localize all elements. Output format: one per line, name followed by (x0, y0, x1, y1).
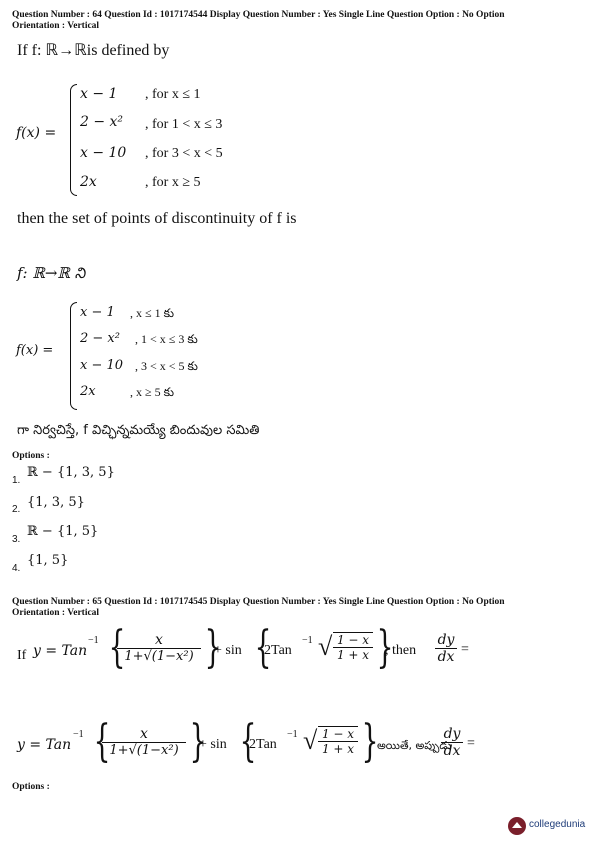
q65-te-dy: dy (441, 726, 463, 743)
q64-fx-label: f(x) = (16, 125, 57, 141)
q65-equals: = (461, 642, 469, 657)
q65-te-root-num: 1 − x (318, 727, 358, 742)
q65-te-frac-den: 1+√(1−x²) (109, 743, 179, 758)
q65-fraction (117, 632, 201, 664)
q64-te-intro: f: ℝ→ℝ ని (17, 264, 86, 282)
q65-dydx (435, 632, 457, 665)
q65-te-dx: dx (443, 743, 461, 759)
q65-then: , then (385, 643, 417, 658)
q65-te-right-brace: } (189, 716, 207, 767)
q64-te-case-cond: , x ≥ 5 కు (130, 385, 175, 399)
q65-dy: dy (435, 632, 457, 649)
q64-te-case-cond: , 1 < x ≤ 3 కు (135, 332, 198, 346)
q65-two-tan: 2Tan (264, 643, 292, 658)
q65-plus-sin: + sin (214, 643, 242, 658)
option-number: 1. (12, 475, 21, 486)
q64-case-expr: x − 1 (80, 86, 118, 102)
option-text[interactable]: ℝ − {1, 5} (27, 524, 99, 539)
q64-options-label: Options : (12, 451, 50, 461)
q65-root-den: 1 + x (336, 648, 370, 662)
option-number: 2. (12, 504, 21, 515)
q64-case-cond: , for 1 < x ≤ 3 (145, 117, 223, 132)
q64-case-expr: x − 10 (80, 145, 127, 161)
option-number: 4. (12, 563, 21, 574)
q65-te-tail: అయితే, అప్పుడు (377, 739, 452, 752)
q65-te-plus-sin: + sin (199, 737, 227, 752)
q65-root-num: 1 − x (333, 633, 373, 648)
q65-te-frac-num: x (102, 726, 186, 743)
q65-formula (17, 624, 577, 684)
q65-te-formula (17, 718, 577, 778)
q65-te-sup: −1 (73, 729, 84, 740)
q65-right-brace: } (204, 622, 222, 673)
q65-if: If (17, 648, 27, 663)
q65-te-right-brace2: } (361, 716, 379, 767)
q64-then-text: then the set of points of discontinuity of f is (17, 210, 297, 227)
logo-icon (507, 816, 527, 836)
option-text[interactable]: {1, 3, 5} (27, 495, 85, 510)
q65-header-line1: Question Number : 65 Question Id : 1017174545 Display Question Number : Yes Single Line Question Option : No Option (12, 597, 505, 607)
q65-y-tan: y = Tan (33, 643, 88, 659)
q65-te-sqrt-sign: √ (303, 726, 318, 755)
q65-te-fraction (102, 726, 186, 758)
q64-te-case-cond: , x ≤ 1 కు (130, 306, 175, 320)
option-number: 3. (12, 534, 21, 545)
q65-dx: dx (437, 649, 455, 665)
q65-te-equals: = (467, 736, 475, 751)
q64-intro: If f: ℝ→ℝis defined by (17, 42, 170, 59)
logo-text: collegedunia (529, 819, 586, 830)
q65-right-brace2: } (376, 622, 394, 673)
q64-te-then: గా నిర్వచిస్తే, f విచ్ఛిన్నమయ్యే బిందువుల సమితి (17, 423, 260, 438)
q65-header-line2: Orientation : Vertical (12, 608, 100, 618)
option-text[interactable]: {1, 5} (27, 553, 69, 568)
q64-case-cond: , for x ≥ 5 (145, 175, 201, 190)
q65-te-left-brace2: { (239, 716, 257, 767)
q64-header-line2: Orientation : Vertical (12, 21, 100, 31)
q64-brace (70, 84, 77, 196)
q65-left-brace2: { (254, 622, 272, 673)
q65-te-y-tan: y = Tan (17, 737, 72, 753)
q64-case-expr: 2 − x² (80, 114, 124, 130)
q65-te-sup2: −1 (287, 729, 298, 740)
q65-sqrt-sign: √ (318, 632, 333, 661)
q65-sup: −1 (88, 635, 99, 646)
q65-root-frac (333, 632, 373, 662)
q64-te-case-expr: 2x (80, 384, 96, 399)
q65-frac-den: 1+√(1−x²) (124, 649, 194, 664)
q64-header-line1: Question Number : 64 Question Id : 1017174544 Display Question Number : Yes Single Line Question Option : No Option (12, 10, 505, 20)
q65-te-root-frac (318, 726, 358, 756)
q64-case-cond: , for x ≤ 1 (145, 87, 201, 102)
q65-te-dydx (441, 726, 463, 759)
option-text[interactable]: ℝ − {1, 3, 5} (27, 465, 115, 480)
q65-te-root-den: 1 + x (321, 742, 355, 756)
q65-te-left-brace: { (93, 716, 111, 767)
q64-te-case-expr: 2 − x² (80, 331, 120, 346)
q64-te-case-expr: x − 10 (80, 358, 124, 373)
collegedunia-logo (507, 816, 589, 836)
q64-te-brace (70, 302, 77, 410)
q65-te-two-tan: 2Tan (249, 737, 277, 752)
q64-te-case-expr: x − 1 (80, 305, 115, 320)
q64-te-case-cond: , 3 < x < 5 కు (135, 359, 198, 373)
q64-te-fx-label: f(x) = (16, 343, 54, 358)
q65-sup2: −1 (302, 635, 313, 646)
q64-case-cond: , for 3 < x < 5 (145, 146, 223, 161)
q65-frac-num: x (117, 632, 201, 649)
q65-options-label: Options : (12, 782, 50, 792)
q65-left-brace: { (108, 622, 126, 673)
q64-case-expr: 2x (80, 174, 97, 190)
